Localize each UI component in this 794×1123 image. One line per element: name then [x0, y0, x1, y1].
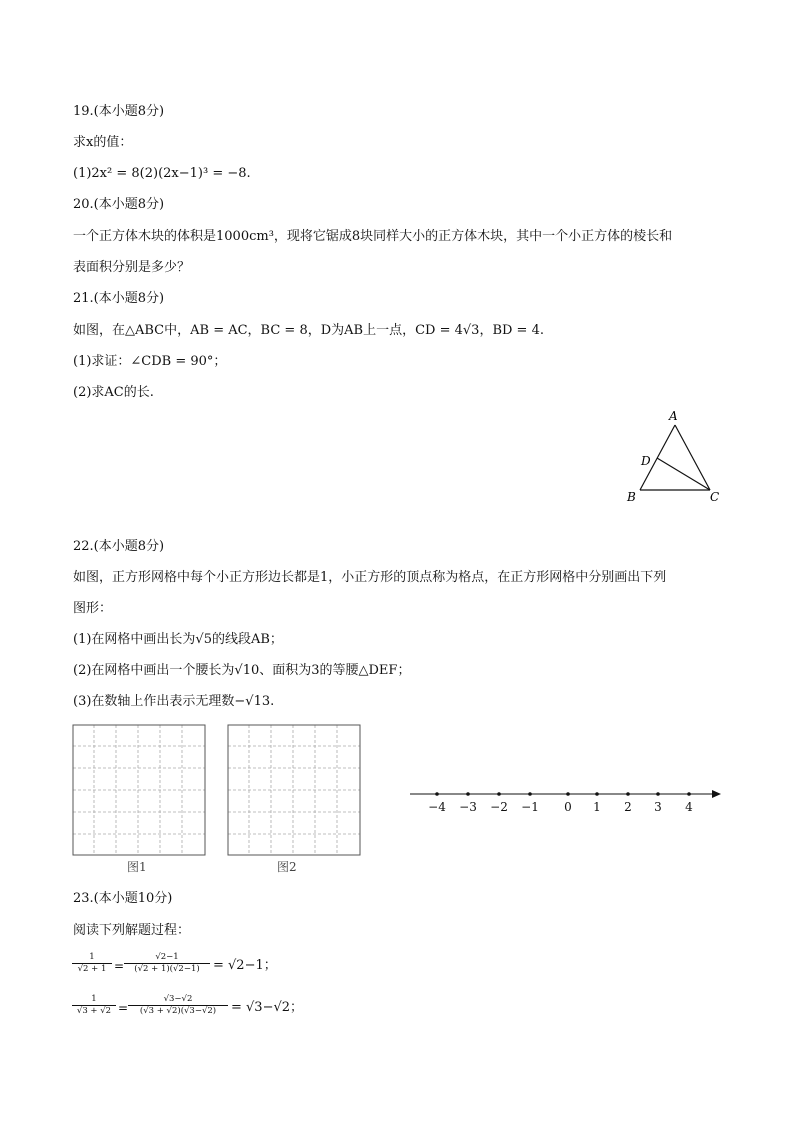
q20-text-line2: 表面积分别是多少？ — [73, 260, 191, 275]
q19-prompt: 求x的值： — [73, 135, 133, 150]
q23-prompt: 阅读下列解题过程： — [73, 923, 191, 938]
eq1-lhs-denominator: √2 + 1 — [72, 963, 112, 975]
label-b: B — [627, 490, 636, 504]
q22-text-line2: 图形： — [73, 601, 113, 616]
eq1-lhs-numerator: 1 — [89, 952, 95, 962]
number-line-tick — [528, 792, 532, 796]
label-c: C — [710, 490, 720, 504]
number-line-tick — [687, 792, 691, 796]
number-line-tick — [466, 792, 470, 796]
q22-part2: (2)在网格中画出一个腰长为√10、面积为3的等腰△DEF； — [73, 663, 411, 678]
eq2-lhs-fraction — [72, 994, 116, 1017]
side-ac — [675, 425, 710, 490]
eq2-lhs-numerator: 1 — [91, 994, 97, 1004]
number-line-tick — [497, 792, 501, 796]
q21-part1: (1)求证：∠CDB = 90°； — [73, 354, 227, 369]
number-line-label: 1 — [593, 800, 601, 814]
q23-header: 23.(本小题10分) — [73, 891, 173, 906]
number-line-tick — [435, 792, 439, 796]
number-line-label: −4 — [428, 800, 446, 814]
q21-header: 21.(本小题8分) — [73, 291, 165, 306]
triangle-abc-figure — [620, 405, 730, 510]
eq2-mid-denominator: (√3 + √2)(√3−√2) — [128, 1005, 228, 1017]
eq2-mid-numerator: √3−√2 — [163, 994, 193, 1004]
eq1-mid-denominator: (√2 + 1)(√2−1) — [124, 963, 210, 975]
number-line-tick — [656, 792, 660, 796]
number-line — [405, 782, 730, 814]
eq1-lhs-fraction — [72, 952, 112, 975]
q22-part1: (1)在网格中画出长为√5的线段AB； — [73, 632, 283, 647]
number-line-label: 3 — [654, 800, 662, 814]
number-line-label: −1 — [521, 800, 539, 814]
q20-text-line1: 一个正方体木块的体积是1000cm³，现将它锯成8块同样大小的正方体木块，其中一个小正方体的棱长和 — [73, 229, 673, 244]
q21-part2: (2)求AC的长. — [73, 385, 154, 400]
eq1-mid-numerator: √2−1 — [155, 952, 179, 962]
q22-text-line1: 如图，正方形网格中每个小正方形边长都是1，小正方形的顶点称为格点，在正方形网格中分别画出下列 — [73, 570, 667, 585]
eq2-result: = √3−√2； — [231, 1000, 304, 1015]
number-line-label: 4 — [685, 800, 693, 814]
label-d: D — [641, 454, 651, 468]
q22-header: 22.(本小题8分) — [73, 539, 165, 554]
number-line-arrow-icon — [712, 790, 721, 798]
eq2-mid-fraction — [128, 994, 228, 1017]
number-line-label: −2 — [490, 800, 508, 814]
eq2-lhs-denominator: √3 + √2 — [72, 1005, 116, 1017]
eq1-equals: = — [114, 959, 125, 973]
label-a: A — [669, 409, 678, 423]
number-line-tick — [595, 792, 599, 796]
number-line-label: 2 — [624, 800, 632, 814]
grid-figure-2 — [227, 724, 361, 856]
q19-header: 19.(本小题8分) — [73, 104, 165, 119]
number-line-tick — [626, 792, 630, 796]
q22-part3: (3)在数轴上作出表示无理数−√13. — [73, 694, 275, 709]
number-line-label: −3 — [459, 800, 477, 814]
number-line-tick — [566, 792, 570, 796]
q20-header: 20.(本小题8分) — [73, 197, 165, 212]
grid2-caption: 图2 — [277, 860, 297, 874]
eq1-mid-fraction — [124, 952, 210, 975]
eq2-equals: = — [118, 1001, 129, 1015]
q21-text: 如图，在△ABC中，AB = AC，BC = 8，D为AB上一点，CD = 4√3，BD = 4. — [73, 323, 544, 338]
q19-part: (1)2x² = 8(2)(2x−1)³ = −8. — [73, 166, 251, 181]
grid-figure-1 — [72, 724, 206, 856]
eq1-result: = √2−1； — [213, 958, 277, 973]
number-line-label: 0 — [564, 800, 572, 814]
grid1-caption: 图1 — [127, 860, 147, 874]
